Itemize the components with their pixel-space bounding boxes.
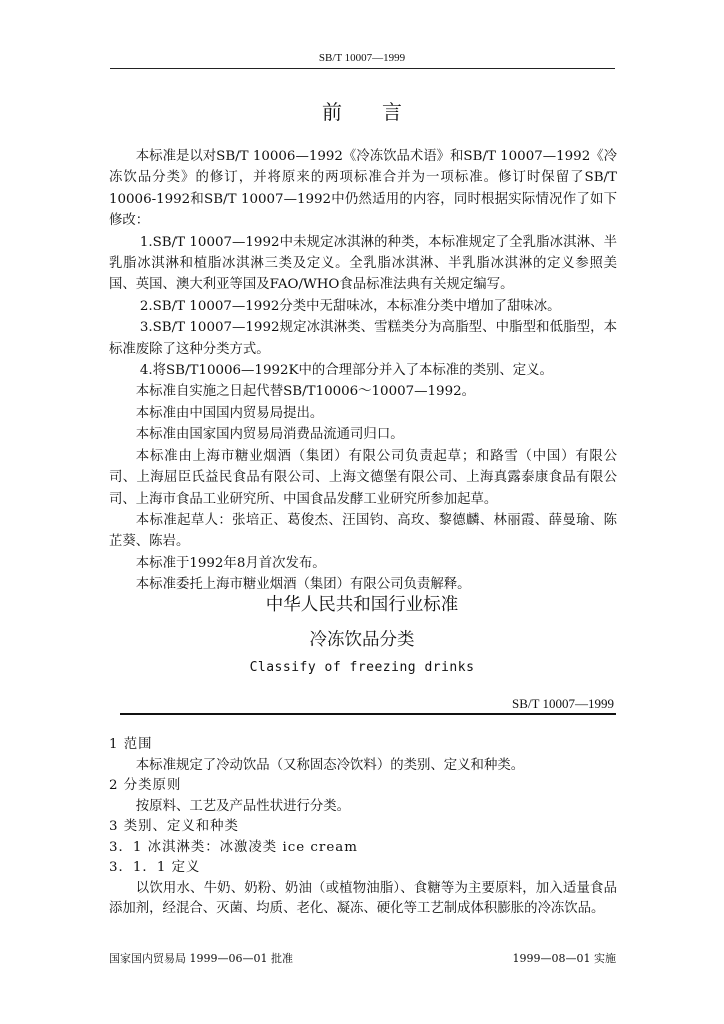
foreword-paragraph: 本标准由国家国内贸易局消费品流通司归口。	[135, 427, 404, 443]
foreword-paragraph: 本标准于1992年8月首次发布。	[135, 555, 326, 571]
section-heading: 3 类别、定义和种类	[109, 819, 239, 834]
section-heading: 1 范围	[109, 737, 153, 752]
implementation-date: 1999—08—01 实施	[512, 952, 616, 965]
header-standard-code: SB/T 10007—1999	[318, 52, 406, 64]
section-heading: 2 分类原则	[109, 778, 182, 793]
subsection-heading: 3．1 冰淇淋类：冰激凌类 ice cream	[109, 839, 358, 855]
standard-divider	[120, 713, 616, 715]
section-text: 本标准规定了冷动饮品（又称固态冷饮料）的类别、定义和种类。	[135, 757, 525, 773]
foreword-paragraph: 本标准起草人：张培正、葛俊杰、汪国钧、高玫、黎德麟、林丽霞、薛曼瑜、陈芷葵、陈岩。	[109, 512, 617, 550]
foreword-paragraph: 1.SB/T 10007—1992中未规定冰淇淋的种类，本标准规定了全乳脂冰淇淋、半乳脂冰淇淋和植脂冰淇淋三类及定义。全乳脂冰淇淋、半乳脂冰淇淋的定义参照美国、英国、澳大利亚等国及FAO/WHO食品标准法典有关规定编写。	[109, 234, 617, 293]
foreword-title: 前言	[322, 100, 442, 124]
foreword-section	[109, 146, 617, 596]
section-text: 按原料、工艺及产品性状进行分类。	[135, 798, 351, 814]
foreword-paragraph: 本标准是以对SB/T 10006—1992《冷冻饮品术语》和SB/T 10007—1992《冷冻饮品分类》的修订，并将原来的两项标准合并为一项标准。修订时保留了SB/T 10006-1992和SB/T 10007—1992中仍然适用的内容，同时根据实际情况作了如下修改：	[109, 149, 617, 229]
approval-date: 国家国内贸易局 1999—06—01 批准	[109, 952, 293, 965]
standard-code: SB/T 10007—1999	[512, 696, 614, 711]
foreword-paragraph: 3.SB/T 10007—1992规定冰淇淋类、雪糕类分为高脂型、中脂型和低脂型，本标准废除了这种分类方式。	[109, 320, 617, 357]
foreword-paragraph: 本标准由中国国内贸易局提出。	[135, 405, 324, 421]
foreword-paragraph: 4.将SB/T10006—1992K中的合理部分并入了本标准的类别、定义。	[139, 363, 553, 379]
foreword-paragraph: 本标准委托上海市糖业烟酒（集团）有限公司负责解释。	[135, 577, 471, 593]
standard-body	[109, 735, 617, 920]
standard-name-cn: 冷冻饮品分类	[309, 630, 415, 650]
header-divider	[110, 68, 615, 69]
section-text: 以饮用水、牛奶、奶粉、奶油（或植物油脂）、食糖等为主要原料，加入适量食品添加剂，经混合、灭菌、均质、老化、凝冻、硬化等工艺制成体积膨胀的冷冻饮品。	[109, 880, 617, 916]
standard-category-title: 中华人民共和国行业标准	[265, 595, 459, 615]
foreword-paragraph: 本标准由上海市糖业烟酒（集团）有限公司负责起草；和路雪（中国）有限公司、上海屈臣氏益民食品有限公司、上海文德堡有限公司、上海真露泰康食品有限公司、上海市食品工业研究所、中国食品发酵工业研究所参加起草。	[109, 448, 617, 507]
foreword-paragraph: 本标准自实施之日起代替SB/T10006～10007—1992。	[135, 384, 475, 400]
subsection-heading: 3．1．1 定义	[109, 860, 201, 875]
standard-name-en: Classify of freezing drinks	[249, 660, 475, 675]
foreword-paragraph: 2.SB/T 10007—1992分类中无甜味冰，本标准分类中增加了甜味冰。	[139, 298, 561, 314]
